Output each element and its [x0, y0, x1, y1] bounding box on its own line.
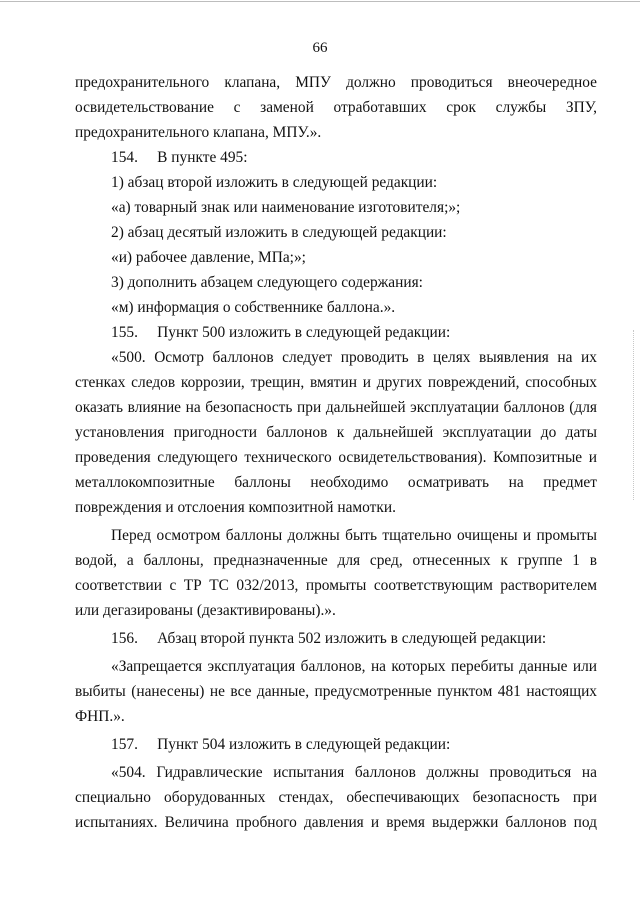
paragraph-6: «и) рабочее давление, МПа;»;: [111, 249, 306, 266]
paragraph-5: 2) абзац десятый изложить в следующей редакции:: [111, 224, 447, 241]
page-number: 66: [312, 40, 328, 56]
paragraph-11: Перед осмотром баллоны должны быть тщательно очищены и промыты водой, а баллоны, предназначенные для сред, отнесенных к группе 1 в соответствии с ТР ТС 032/2013, промыты соответствующим растворителем или дегазированы (дезактивированы).».: [75, 527, 597, 619]
paragraph-8: «м) информация о собственнике баллона.».: [111, 299, 396, 316]
document-body: [75, 70, 597, 835]
paragraph-9: 155. Пункт 500 изложить в следующей редакции:: [111, 324, 451, 341]
paragraph-14: 157. Пункт 504 изложить в следующей редакции:: [111, 736, 451, 753]
paragraph-12: 156. Абзац второй пункта 502 изложить в следующей редакции:: [111, 630, 547, 647]
paragraph-7: 3) дополнить абзацем следующего содержания:: [111, 274, 423, 291]
scan-side-marks: [633, 330, 637, 500]
paragraph-4: «а) товарный знак или наименование изготовителя;»;: [111, 199, 461, 216]
paragraph-15: «504. Гидравлические испытания баллонов должны проводиться на специально оборудованных стендах, обеспечивающих безопасность при испытаниях. Величина пробного давления и время выдержки баллонов под: [75, 764, 597, 831]
paragraph-3: 1) абзац второй изложить в следующей редакции:: [111, 174, 438, 191]
scan-edge-line: [0, 1, 640, 2]
paragraph-2: 154. В пункте 495:: [111, 149, 248, 166]
paragraph-1: предохранительного клапана, МПУ должно проводиться внеочередное освидетельствование с заменой отработавших срок службы ЗПУ, предохранительного клапана, МПУ.».: [75, 74, 597, 141]
paragraph-10: «500. Осмотр баллонов следует проводить в целях выявления на их стенках следов коррозии, трещин, вмятин и других повреждений, способных оказать влияние на безопасность при дальнейшей эксплуатации баллонов (для установления пригодности баллонов к дальнейшей эксплуатации до даты проведения следующего технического освидетельствования). Композитные и металлокомпозитные баллоны необходимо осматривать на предмет повреждения и отслоения композитной намотки.: [75, 349, 597, 516]
paragraph-13: «Запрещается эксплуатация баллонов, на которых перебиты данные или выбиты (нанесены) не все данные, предусмотренные пунктом 481 настоящих ФНП.».: [75, 658, 597, 725]
